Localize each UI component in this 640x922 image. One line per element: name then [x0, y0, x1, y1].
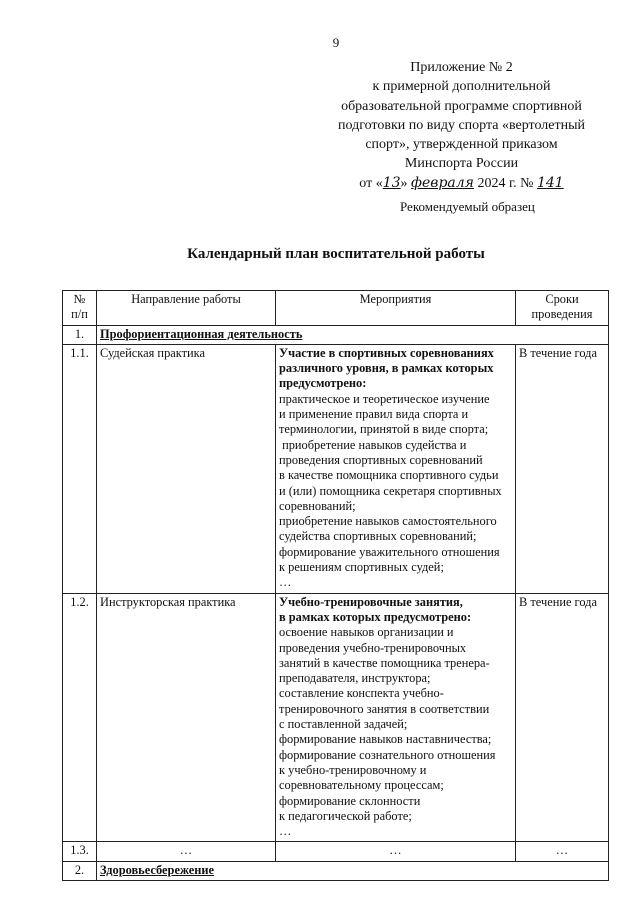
appendix-line: Минспорта России: [404, 156, 519, 172]
event-line: соревнований;: [279, 498, 356, 513]
event-line: к учебно-тренировочному и: [279, 762, 427, 777]
event-line: и (или) помощника секретаря спортивных: [279, 483, 502, 498]
row-num: 1.3.: [63, 842, 97, 861]
appendix-line: спорт», утвержденной приказом: [365, 137, 558, 153]
table-row: [63, 593, 609, 842]
event-line: …: [279, 824, 292, 839]
event-line: к решениям спортивных судей;: [279, 560, 444, 575]
row-events: [276, 593, 516, 842]
event-heading-line: Учебно-тренировочные занятия,: [279, 594, 463, 609]
recommended-sample-label: Рекомендуемый образец: [400, 199, 535, 214]
event-line: формирование уважительного отношения: [279, 544, 500, 559]
plan-table: [62, 290, 609, 881]
event-line: проведения спортивных соревнований: [279, 452, 483, 467]
event-line: приобретение навыков судейства и: [279, 437, 467, 452]
event-heading-line: различного уровня, в рамках которых: [279, 361, 494, 376]
page-number: 9: [332, 35, 340, 50]
section-row: [63, 325, 609, 344]
event-line: приобретение навыков самостоятельного: [279, 514, 497, 529]
event-line: проведения учебно-тренировочных: [279, 640, 467, 655]
section-title: Здоровьесбережение: [97, 861, 609, 880]
document-title: Календарный план воспитательной работы: [187, 246, 485, 262]
appendix-line: образовательной программе спортивной: [341, 98, 582, 114]
event-heading-line: Участие в спортивных соревнованиях: [279, 345, 494, 360]
row-events: [276, 344, 516, 593]
appendix-line: подготовки по виду спорта «вертолетный: [337, 117, 586, 133]
header-num-line: п/п: [71, 307, 88, 322]
header-events: Мероприятия: [276, 291, 516, 326]
section-title: Профориентационная деятельность: [97, 325, 609, 344]
appendix-line: Приложение № 2: [410, 60, 513, 75]
section-num: 2.: [63, 861, 97, 880]
event-line: …: [279, 575, 292, 590]
event-line: практическое и теоретическое изучение: [279, 391, 490, 406]
row-direction: …: [97, 842, 276, 861]
event-line: и применение правил вида спорта и: [279, 407, 469, 422]
table-row: [63, 344, 609, 593]
row-num: 1.2.: [63, 593, 97, 842]
table-header-row: [63, 291, 609, 326]
event-line: формирование сознательного отношения: [279, 747, 496, 762]
handwritten-month: февраля: [411, 174, 474, 191]
event-line: освоение навыков организации и: [279, 625, 454, 640]
event-line: судейства спортивных соревнований;: [279, 529, 477, 544]
event-line: соревновательному процессам;: [279, 778, 444, 793]
date-mid: »: [400, 175, 408, 191]
appendix-header: [320, 58, 603, 193]
appendix-line: к примерной дополнительной: [372, 79, 551, 95]
row-direction: Инструкторская практика: [97, 593, 276, 842]
event-line: формирование склонности: [279, 793, 421, 808]
section-num: 1.: [63, 325, 97, 344]
section-row: [63, 861, 609, 880]
event-line: в качестве помощника спортивного судьи: [279, 468, 499, 483]
year-text: 2024 г. №: [477, 175, 534, 191]
header-timing-line: Сроки: [545, 292, 579, 306]
row-timing: В течение года: [516, 593, 609, 842]
event-line: тренировочного занятия в соответствии: [279, 701, 490, 716]
header-timing-line: проведения: [531, 307, 593, 322]
header-num-line: №: [73, 292, 86, 306]
handwritten-day: 13: [382, 174, 401, 191]
header-timing: [516, 291, 609, 326]
event-line: формирование навыков наставничества;: [279, 732, 492, 747]
date-prefix: от «: [359, 175, 383, 191]
row-num: 1.1.: [63, 344, 97, 593]
header-direction: Направление работы: [97, 291, 276, 326]
event-line: к педагогической работе;: [279, 808, 412, 823]
event-line: терминологии, принятой в виде спорта;: [279, 422, 489, 437]
table-row: [63, 842, 609, 861]
row-direction: Судейская практика: [97, 344, 276, 593]
row-events: …: [276, 842, 516, 861]
handwritten-order-number: 141: [536, 174, 564, 191]
event-line: составление конспекта учебно-: [279, 686, 444, 701]
event-line: с поставленной задачей;: [279, 717, 408, 732]
order-date-line: [320, 174, 603, 193]
row-timing: …: [516, 842, 609, 861]
event-heading-line: в рамках которых предусмотрено:: [279, 609, 472, 624]
event-heading-line: предусмотрено:: [279, 376, 367, 391]
event-line: преподавателя, инструктора;: [279, 671, 431, 686]
event-line: занятий в качестве помощника тренера-: [279, 655, 490, 670]
row-timing: В течение года: [516, 344, 609, 593]
header-num: [63, 291, 97, 326]
